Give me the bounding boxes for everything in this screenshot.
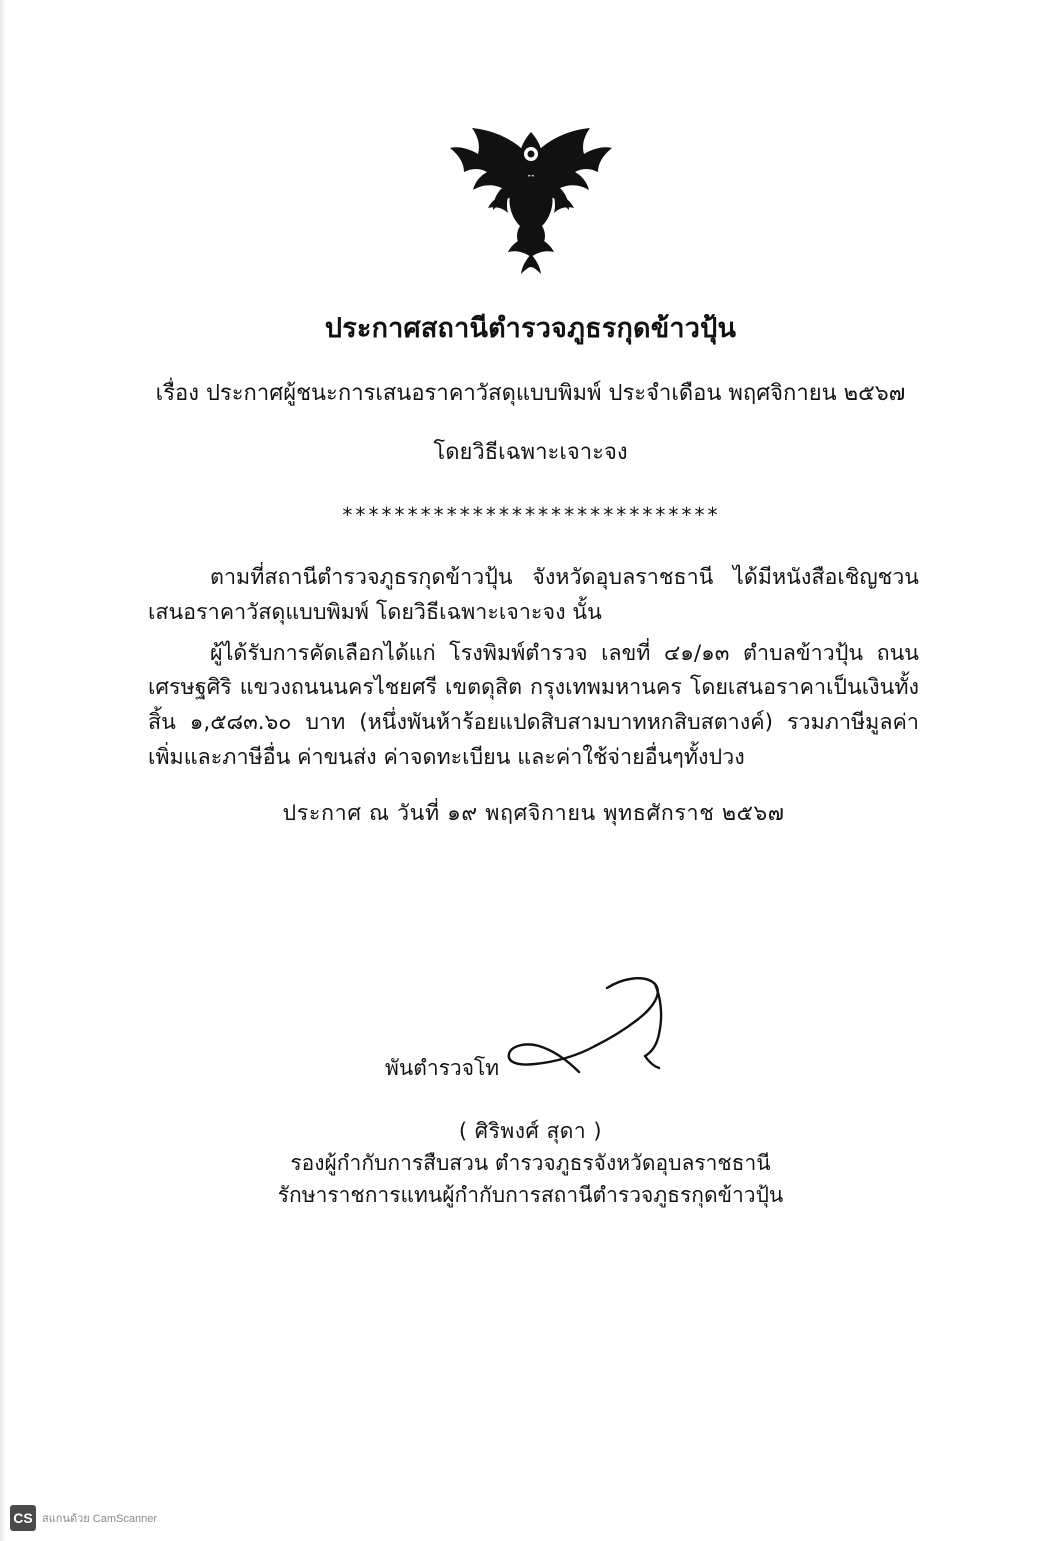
separator-line: *****************************	[341, 503, 720, 527]
paragraph-2: ผู้ได้รับการคัดเลือกได้แก่ โรงพิมพ์ตำรวจ เลขที่ ๔๑/๑๓ ตำบลข้าวปุ้น ถนนเศรษฐศิริ แขวงถนนนครไชยศรี เขตดุสิต กรุงเทพมหานคร โดยเสนอราคาเป็นเงินทั้งสิ้น ๑,๕๘๓.๖๐ บาท (หนึ่งพันห้าร้อยแปดสิบสามบาทหกสิบสตางค์) รวมภาษีมูลค่าเพิ่มและภาษีอื่น ค่าขนส่ง ค่าจดทะเบียน และค่าใช้จ่ายอื่นๆทั้งปวง	[148, 640, 919, 771]
camscanner-watermark	[10, 1505, 157, 1531]
signer-name: ( ศิริพงศ์ สุดา )	[458, 1118, 603, 1143]
procurement-method: โดยวิธีเฉพาะเจาะจง	[433, 440, 628, 465]
garuda-emblem-icon	[446, 118, 616, 278]
document-content	[120, 561, 941, 830]
page-title: ประกาศสถานีตำรวจภูธรกุดข้าวปุ้น	[324, 313, 737, 344]
signature-mark-icon	[495, 968, 745, 1088]
camscanner-logo-icon: CS	[10, 1505, 36, 1531]
document-subject: เรื่อง ประกาศผู้ชนะการเสนอราคาวัสดุแบบพิมพ์ ประจำเดือน พฤศจิกายน ๒๕๖๗	[155, 381, 906, 406]
signer-position-line-1: รองผู้กำกับการสืบสวน ตำรวจภูธรจังหวัดอุบลราชธานี	[290, 1150, 771, 1175]
signer-position-line-2: รักษาราชการแทนผู้กำกับการสถานีตำรวจภูธรกุดข้าวปุ้น	[277, 1182, 784, 1207]
announcement-date: ประกาศ ณ วันที่ ๑๙ พฤศจิกายน พุทธศักราช ๒๕๖๗	[282, 800, 785, 826]
paragraph-1: ตามที่สถานีตำรวจภูธรกุดข้าวปุ้น จังหวัดอุบลราชธานี ได้มีหนังสือเชิญชวนเสนอราคาวัสดุแบบพิมพ์ โดยวิธีเฉพาะเจาะจง นั้น	[148, 565, 919, 625]
camscanner-caption: สแกนด้วย CamScanner	[42, 1513, 158, 1525]
signer-details	[120, 1116, 941, 1212]
emblem-container	[120, 0, 941, 278]
signature-block	[120, 948, 941, 1208]
signer-rank: พันตำรวจโท	[385, 1055, 500, 1080]
